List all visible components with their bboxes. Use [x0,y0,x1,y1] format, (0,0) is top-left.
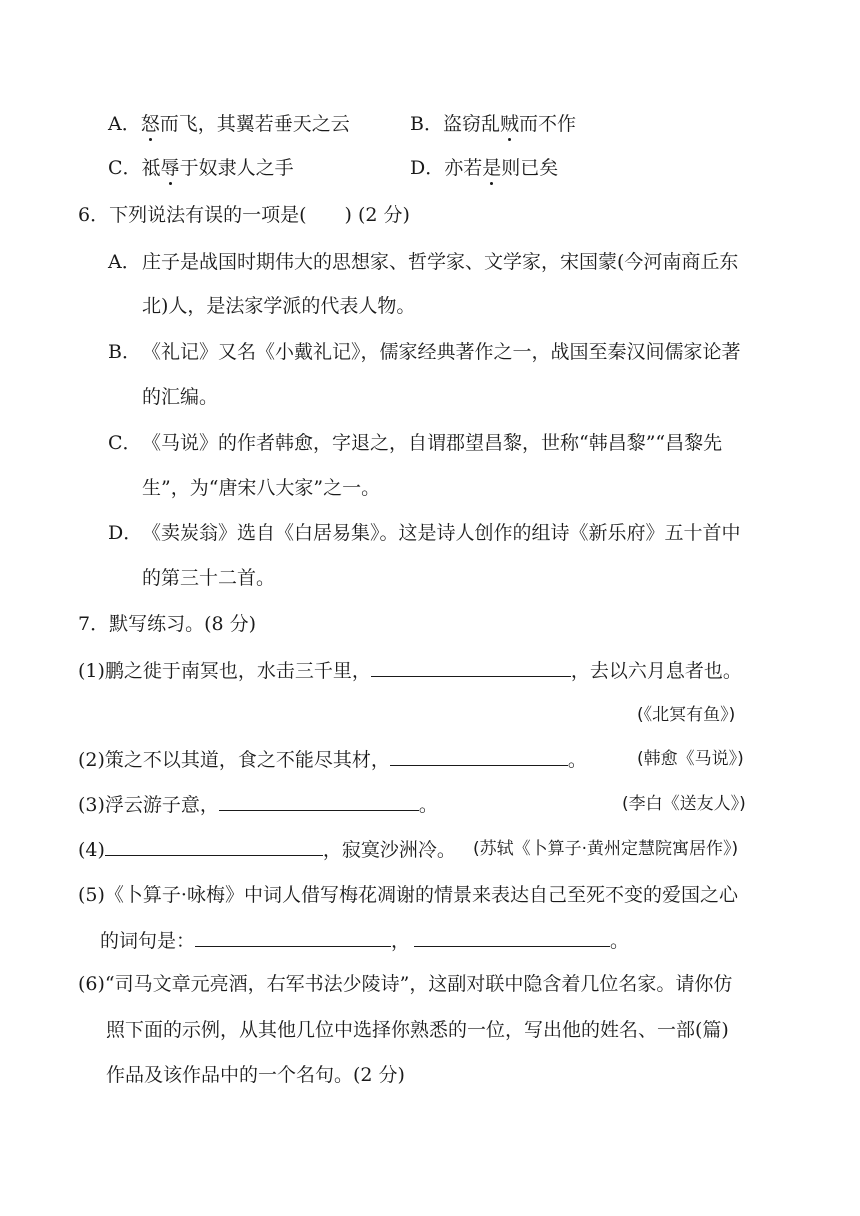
answer-blank[interactable] [195,928,391,947]
answer-blank[interactable] [219,792,419,811]
q6-option-c-label: C． [108,432,142,454]
answer-blank[interactable] [105,837,323,856]
q5-option-a [108,112,350,136]
prompt-text: 。 [567,749,587,771]
option-text: B．盗窃乱 [410,113,500,135]
q7-item-5-line2 [100,928,629,953]
option-text: 而飞，其翼若垂天之云 [159,113,350,135]
q7-item-1 [78,658,742,683]
prompt-text: (1)鹏之徙于南冥也，水击三千里， [78,660,371,682]
prompt-text: ，去以六月息者也。 [570,660,742,682]
emphasis-char: 是 [482,157,502,179]
option-text: C．祗 [108,157,161,179]
prompt-text: ，寂寞沙洲冷。 [322,839,456,861]
prompt-text: ， [391,930,411,952]
q6-option-a-line1: 庄子是战国时期伟大的思想家、哲学家、文学家，宋国蒙(今河南商丘东 [142,251,739,273]
option-label: A． [108,113,141,135]
prompt-text: (3)浮云游子意， [78,794,219,816]
prompt-text: 的词句是： [100,930,196,952]
q6-option-c-line2: 生”，为“唐宋八大家”之一。 [142,477,381,499]
option-text: 于奴隶人之手 [179,157,294,179]
answer-blank[interactable] [371,658,571,677]
q5-option-d [410,156,558,180]
q5-option-b [410,112,576,136]
answer-blank[interactable] [414,928,610,947]
option-text: 则已矣 [501,157,559,179]
q7-item-2-source: (韩愈《马说》) [637,749,744,769]
prompt-text: (4) [78,839,105,861]
prompt-text: 。 [610,930,630,952]
q7-item-5-line1: (5)《卜算子·咏梅》中词人借写梅花凋谢的情景来表达自己至死不变的爱国之心 [78,884,738,906]
q5-option-c [108,156,294,180]
q6-option-d-label: D． [108,522,143,544]
option-text: 而不作 [518,113,576,135]
q7-stem: 7．默写练习。(8 分) [78,613,257,635]
emphasis-char: 贼 [499,113,519,135]
q6-option-b-label: B． [108,341,141,363]
q6-option-d-line1: 《卖炭翁》选自《白居易集》。这是诗人创作的组诗《新乐府》五十首中 [142,522,741,544]
q7-item-3 [78,792,438,817]
q6-stem: 6．下列说法有误的一项是( ) (2 分) [78,204,410,226]
q6-option-a-label: A． [108,251,141,273]
q6-option-c-line1: 《马说》的作者韩愈，字退之，自谓郡望昌黎，世称“韩昌黎”“昌黎先 [142,432,723,454]
prompt-text: (2)策之不以其道，食之不能尽其材， [78,749,390,771]
q7-item-2 [78,747,587,772]
q6-option-b-line2: 的汇编。 [142,386,219,408]
q7-item-3-source: (李白《送友人》) [622,794,746,814]
emphasis-char: 辱 [160,157,180,179]
q7-item-6-line3: 作品及该作品中的一个名句。(2 分) [106,1064,405,1086]
q7-item-1-source: (《北冥有鱼》) [637,705,736,725]
q6-option-b-line1: 《礼记》又名《小戴礼记》，儒家经典著作之一，战国至秦汉间儒家论著 [142,341,741,363]
q6-option-d-line2: 的第三十二首。 [142,567,276,589]
emphasis-char: 怒 [140,113,160,135]
q7-item-6-line2: 照下面的示例，从其他几位中选择你熟悉的一位，写出他的姓名、一部(篇) [106,1019,729,1041]
q7-item-6-line1: (6)“司马文章元亮酒，右军书法少陵诗”，这副对联中隐含着几位名家。请你仿 [78,973,733,995]
q7-item-4-source: (苏轼《卜算子·黄州定慧院寓居作》) [473,839,739,859]
option-text: D．亦若 [410,157,483,179]
answer-blank[interactable] [390,747,568,766]
prompt-text: 。 [418,794,438,816]
q7-item-4 [78,837,456,862]
q6-option-a-line2: 北)人，是法家学派的代表人物。 [142,295,416,317]
